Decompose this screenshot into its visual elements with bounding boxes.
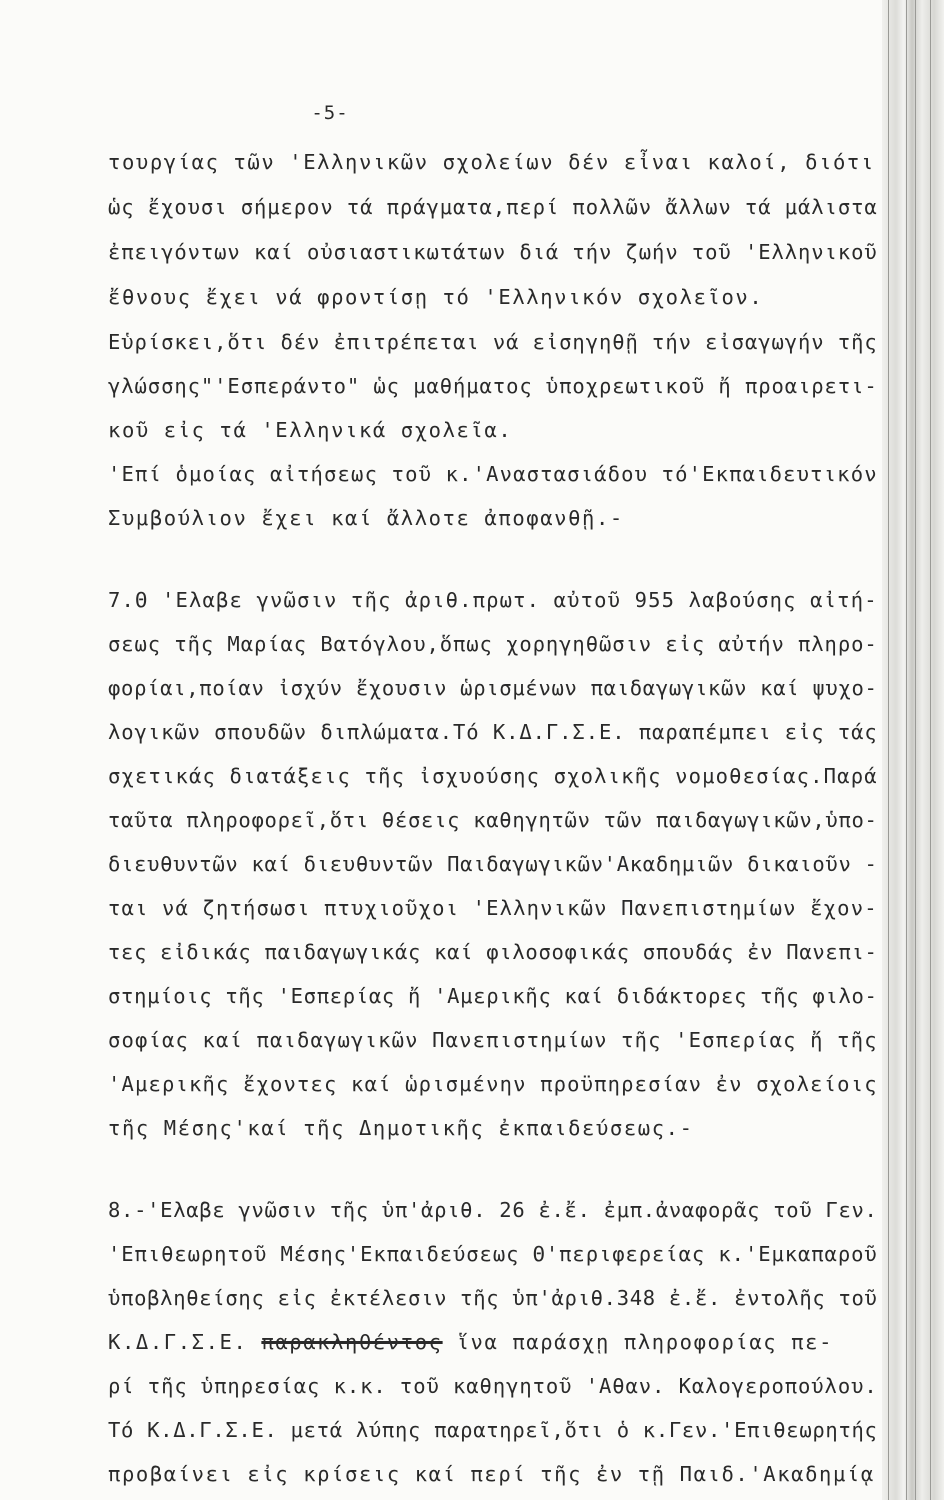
text-line: τες εἰδικάς παιδαγωγικάς καί φιλοσοφικάς σπουδάς ἐν Πανεπι- xyxy=(108,940,878,964)
text-line: σοφίας καί παιδαγωγικῶν Πανεπιστημίων τῆς 'Εσπερίας ἤ τῆς xyxy=(108,1028,878,1052)
text-line: 'Επιθεωρητοῦ Μέσης'Εκπαιδεύσεως Θ'περιφερείας κ.'Εμκαπαροῦ xyxy=(108,1242,878,1266)
text-line: τουργίας τῶν 'Ελληνικῶν σχολείων δέν εἶναι καλοί, διότι xyxy=(108,150,875,174)
text-line: 7.Θ 'Ελαβε γνῶσιν τῆς ἀριθ.πρωτ. αὐτοῦ 955 λαβούσης αἰτή- xyxy=(108,588,878,612)
text-line: προβαίνει εἰς κρίσεις καί περί τῆς ἐν τῇ Παιδ.'Ακαδημίᾳ xyxy=(108,1462,875,1486)
text-line: Εὑρίσκει,ὅτι δέν ἐπιτρέπεται νά εἰσηγηθῇ τήν εἰσαγωγήν τῆς xyxy=(108,330,878,354)
text-line: λογικῶν σπουδῶν διπλώματα.Τό Κ.Δ.Γ.Σ.Ε. παραπέμπει εἰς τάς xyxy=(108,720,878,744)
text-line: ὑποβληθείσης εἰς ἐκτέλεσιν τῆς ὑπ'ἀριθ.348 ἐ.ἔ. ἐντολῆς τοῦ xyxy=(108,1286,878,1310)
text-line-with-strike xyxy=(108,1330,833,1354)
text-line: ἔθνους ἔχει νά φροντίσῃ τό 'Ελληνικόν σχολεῖον. xyxy=(108,285,764,309)
text-line: γλώσσης"'Εσπεράντο" ὡς μαθήματος ὑποχρεωτικοῦ ἤ προαιρετι- xyxy=(108,374,878,398)
text-line: σεως τῆς Μαρίας Βατόγλου,ὅπως χορηγηθῶσιν εἰς αὐτήν πληρο- xyxy=(108,632,878,656)
abbreviation-text: Κ.Δ.Γ.Σ.Ε. xyxy=(108,1330,248,1354)
binding-line xyxy=(915,0,916,1500)
text-line: φορίαι,ποίαν ἰσχύν ἔχουσιν ὡρισμένων παιδαγωγικῶν καί ψυχο- xyxy=(108,676,878,700)
binding-line xyxy=(930,0,931,1500)
text-line: Τό Κ.Δ.Γ.Σ.Ε. μετά λύπης παρατηρεῖ,ὅτι ὁ κ.Γεν.'Επιθεωρητής xyxy=(108,1418,878,1442)
struck-out-text: παρακληθέντος xyxy=(261,1330,443,1354)
text-line: στημίοις τῆς 'Εσπερίας ἤ 'Αμερικῆς καί διδάκτορες τῆς φιλο- xyxy=(108,984,878,1008)
text-line: τῆς Μέσης'καί τῆς Δημοτικῆς ἐκπαιδεύσεως.- xyxy=(108,1116,694,1140)
page-number: -5- xyxy=(311,102,349,124)
text-line: Συμβούλιον ἔχει καί ἄλλοτε ἀποφανθῇ.- xyxy=(108,506,624,530)
text-line: διευθυντῶν καί διευθυντῶν Παιδαγωγικῶν'Ακαδημιῶν δικαιοῦν - xyxy=(108,852,878,876)
text-line: σχετικάς διατάξεις τῆς ἰσχυούσης σχολικῆς νομοθεσίας.Παρά xyxy=(108,764,878,788)
text-line: κοῦ εἰς τά 'Ελληνικά σχολεῖα. xyxy=(108,418,513,442)
text-line: 'Επί ὁμοίας αἰτήσεως τοῦ κ.'Αναστασιάδου τό'Εκπαιδευτικόν xyxy=(108,462,878,486)
text-line: 8.-'Ελαβε γνῶσιν τῆς ὑπ'ἀριθ. 26 ἐ.ἔ. ἐμπ.ἀναφορᾶς τοῦ Γεν. xyxy=(108,1198,878,1222)
text-line: ρί τῆς ὑπηρεσίας κ.κ. τοῦ καθηγητοῦ 'Αθαν. Καλογεροπούλου. xyxy=(108,1374,878,1398)
text-line: ταῦτα πληροφορεῖ,ὅτι θέσεις καθηγητῶν τῶν παιδαγωγικῶν,ὑπο- xyxy=(108,808,878,832)
continuation-text: ἵνα παράσχῃ πληροφορίας πε- xyxy=(456,1330,834,1354)
text-line: ται νά ζητήσωσι πτυχιοῦχοι 'Ελληνικῶν Πανεπιστημίων ἔχον- xyxy=(108,896,878,920)
text-line: ἐπειγόντων καί οὐσιαστικωτάτων διά τήν ζωήν τοῦ 'Ελληνικοῦ xyxy=(108,240,878,264)
binding-line xyxy=(888,0,889,1500)
binding-edge xyxy=(882,0,944,1500)
binding-line xyxy=(906,0,907,1500)
text-line: ὡς ἔχουσι σήμερον τά πράγματα,περί πολλῶν ἄλλων τά μάλιστα xyxy=(108,195,878,219)
text-line: 'Αμερικῆς ἔχοντες καί ὡρισμένην προϋπηρεσίαν ἐν σχολείοις xyxy=(108,1072,878,1096)
